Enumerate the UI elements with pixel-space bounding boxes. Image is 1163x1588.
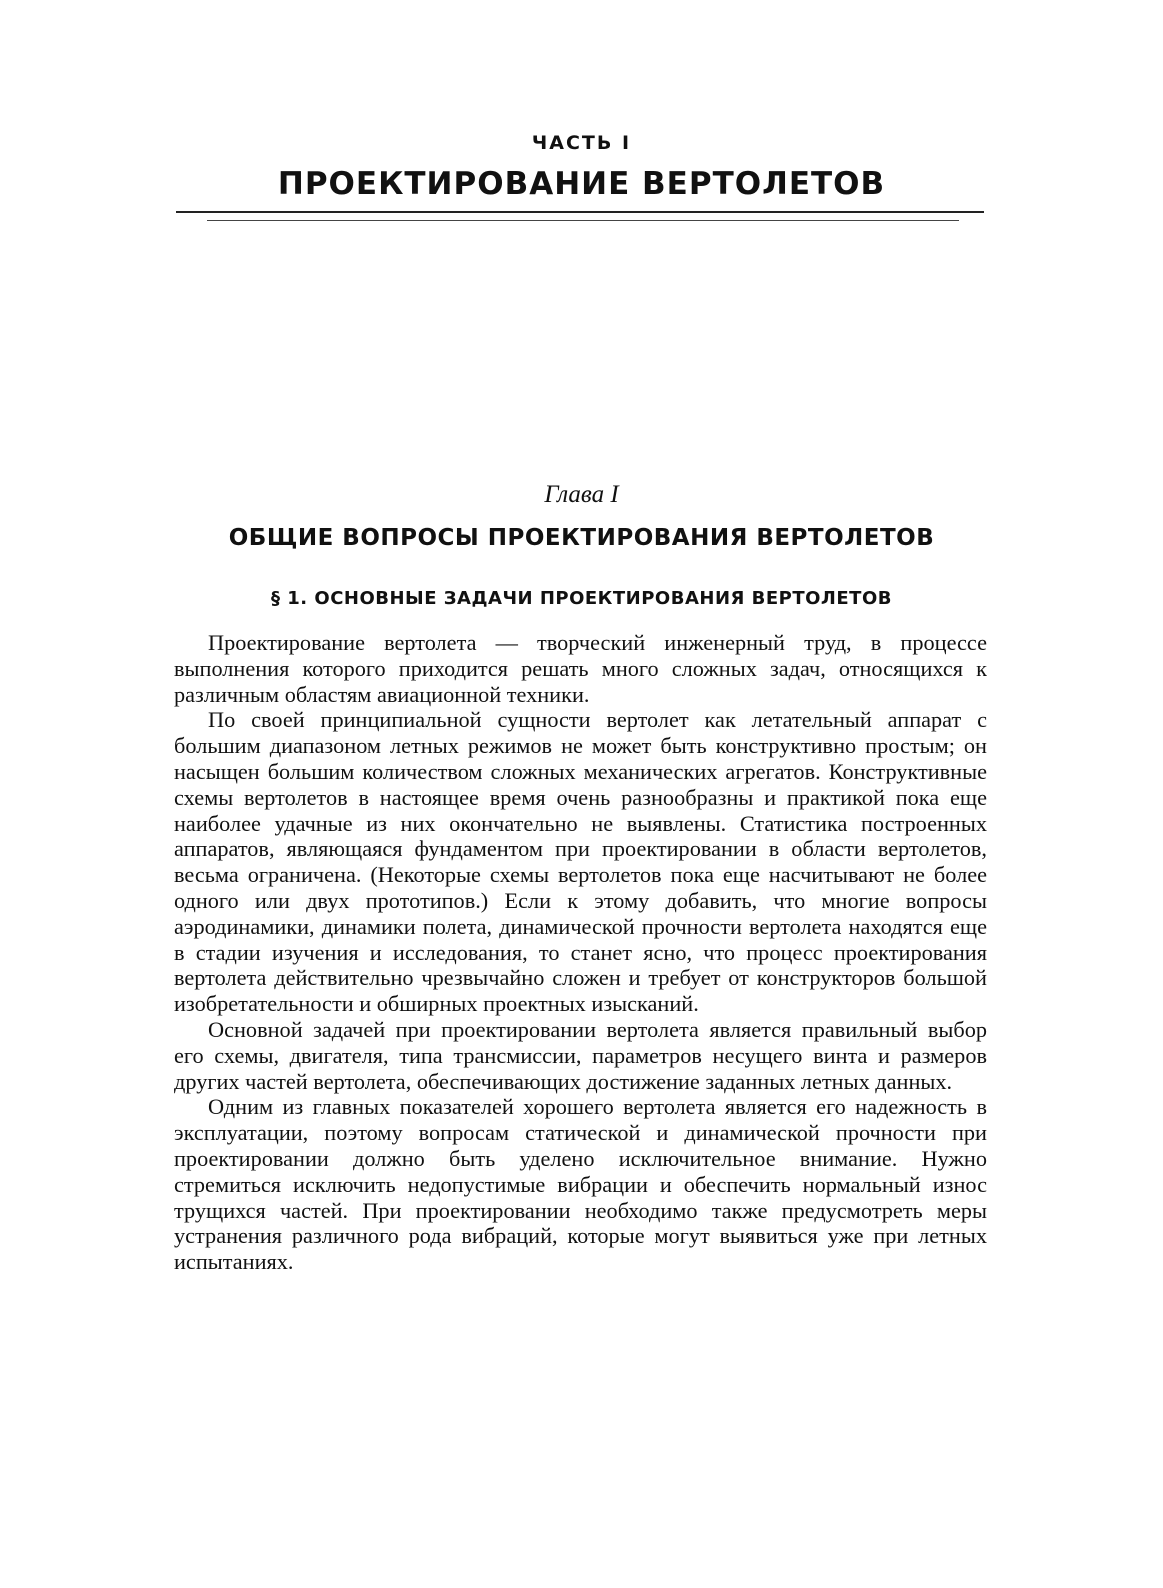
title-rule-bottom bbox=[207, 220, 959, 221]
paragraph-1: Проектирование вертолета — творческий инженерный труд, в процессе выполнения которого приходится решать много сложных задач, относящихся к различным областям авиационной техники. bbox=[174, 630, 987, 707]
chapter-title: ОБЩИЕ ВОПРОСЫ ПРОЕКТИРОВАНИЯ ВЕРТОЛЕТОВ bbox=[228, 525, 935, 551]
chapter-label: Глава I bbox=[544, 481, 619, 508]
paragraph-4: Одним из главных показателей хорошего вертолета является его надежность в эксплуатации, поэтому вопросам статической и динамической прочности при проектировании должно быть уделено исключительное внимание. Нужно стремиться исключить недопустимые вибрации и обеспечить нормальный износ трущихся частей. При проектировании необходимо также предусмотреть меры устранения различного рода вибраций, которые могут выявиться уже при летных испытаниях. bbox=[174, 1094, 987, 1275]
part-label: ЧАСТЬ I bbox=[531, 132, 632, 154]
title-rule-top bbox=[176, 211, 984, 213]
body-text bbox=[174, 630, 987, 1275]
paragraph-3: Основной задачей при проектировании вертолета является правильный выбор его схемы, двигателя, типа трансмиссии, параметров несущего винта и размеров других частей вертолета, обеспечивающих достижение заданных летных данных. bbox=[174, 1016, 987, 1094]
part-title: ПРОЕКТИРОВАНИЕ ВЕРТОЛЕТОВ bbox=[277, 166, 886, 202]
paragraph-2: По своей принципиальной сущности вертолет как летательный аппарат с большим диапазоном летных режимов не может быть конструктивно простым; он насыщен большим количеством сложных механических агрегатов. Конструктивные схемы вертолетов в настоящее время очень разнообразны и практикой пока еще наиболее удачные из них окончательно не выявлены. Статистика построенных аппаратов, являющаяся фундаментом при проектировании в области вертолетов, весьма ограничена. (Некоторые схемы вертолетов пока еще насчитывают не более одного или двух прототипов.) Если к этому добавить, что многие вопросы аэродинамики, динамики полета, динамической прочности вертолета находятся еще в стадии изучения и исследования, то станет ясно, что процесс проектирования вертолета действительно чрезвычайно сложен и требует от конструкторов большой изобретательности и обширных проектных изысканий. bbox=[174, 707, 987, 1017]
section-title: § 1. ОСНОВНЫЕ ЗАДАЧИ ПРОЕКТИРОВАНИЯ ВЕРТОЛЕТОВ bbox=[271, 588, 892, 609]
